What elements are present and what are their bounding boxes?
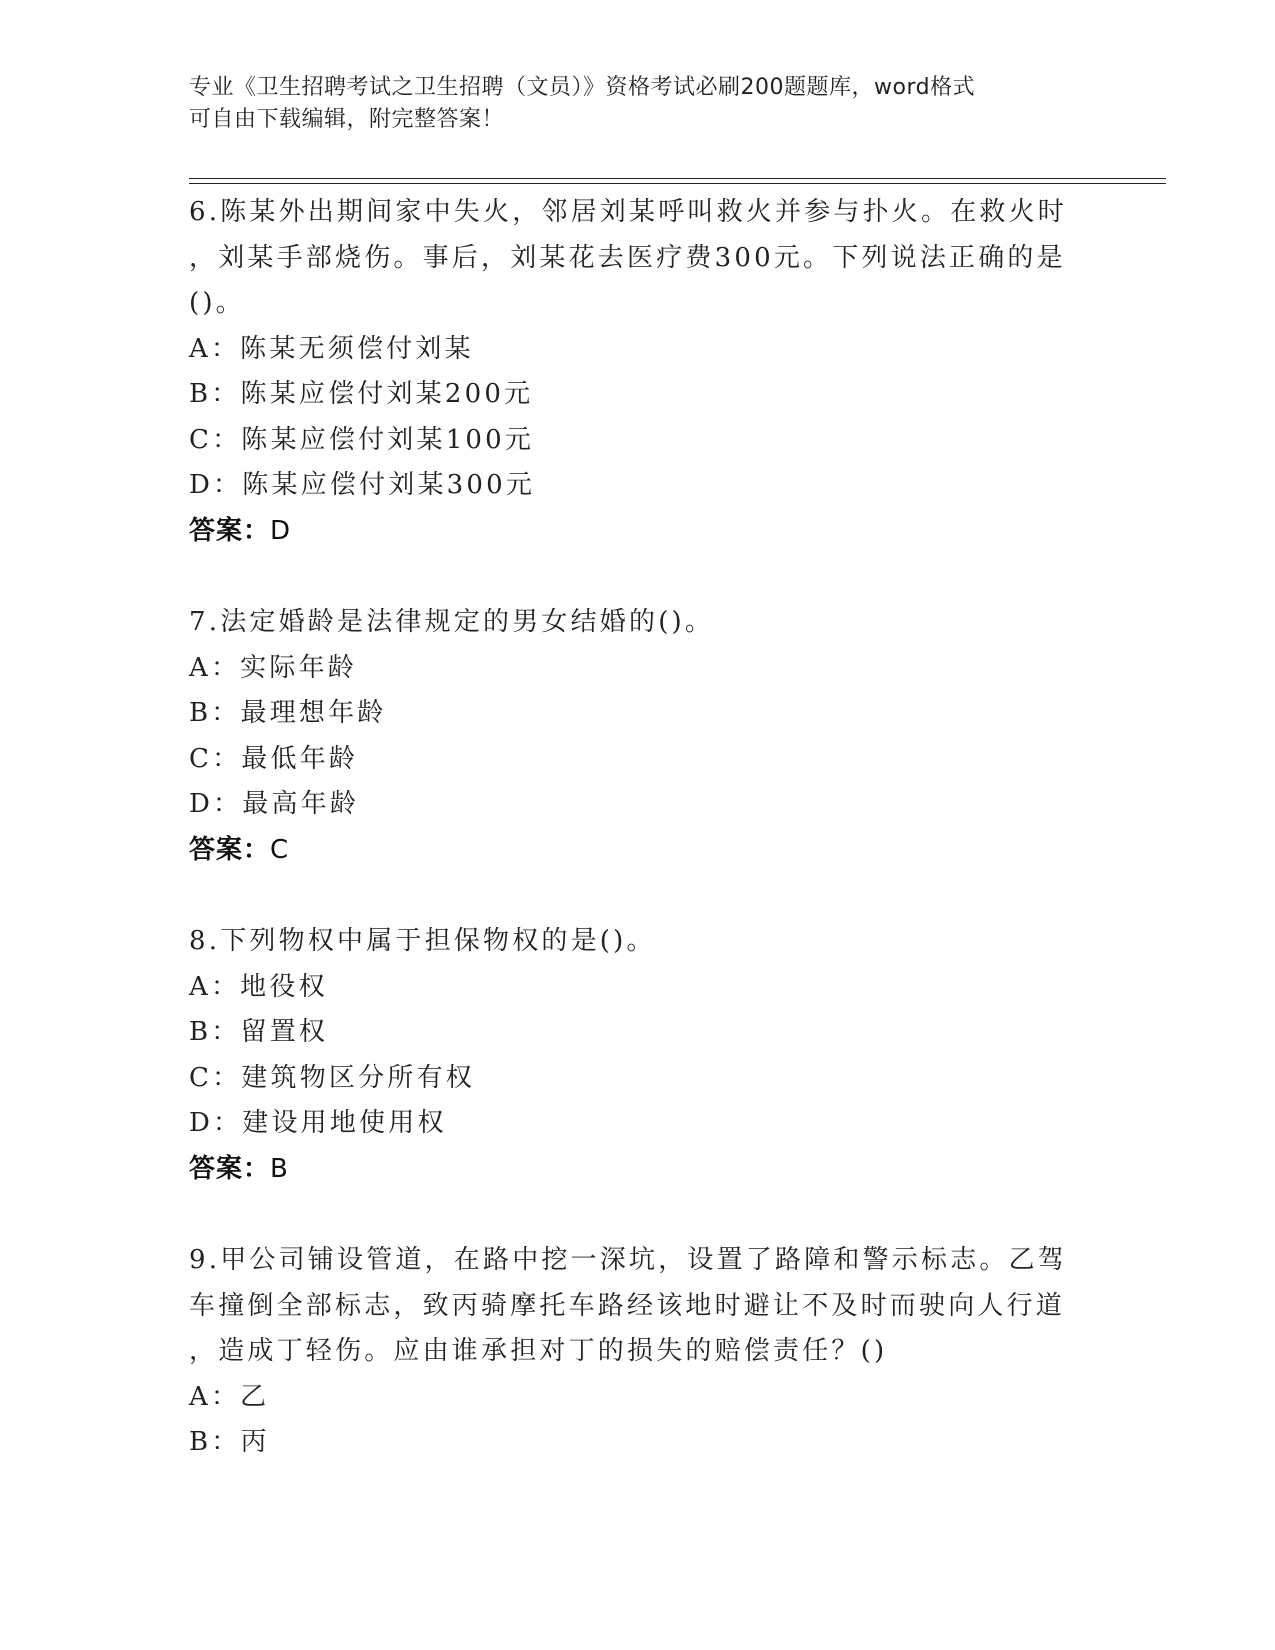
document-header <box>189 72 1089 136</box>
answer-label: 答案： <box>189 1153 271 1184</box>
answer-label: 答案： <box>189 515 271 546</box>
answer-value: C <box>270 834 290 865</box>
answer-line <box>189 1147 1089 1193</box>
question-list <box>189 190 1089 1466</box>
option-d: D：最高年龄 <box>189 789 360 819</box>
question-stem-line: 6.陈某外出期间家中失火，邻居刘某呼叫救火并参与扑火。在救火时 <box>189 197 1068 227</box>
question-9 <box>189 1238 1089 1466</box>
question-stem-line: ，造成丁轻伤。应由谁承担对丁的损失的赔偿责任？() <box>189 1336 888 1366</box>
answer-value: B <box>270 1153 289 1184</box>
header-divider-top <box>189 178 1166 179</box>
question-spacer <box>189 554 1089 600</box>
option-a: A：地役权 <box>189 971 328 1002</box>
answer-line <box>189 509 1089 555</box>
option-b: B：丙 <box>189 1427 270 1457</box>
header-line-2: 可自由下载编辑，附完整答案！ <box>189 107 505 132</box>
option-b: B：最理想年龄 <box>189 698 387 728</box>
option-c: C：最低年龄 <box>189 743 359 774</box>
question-spacer <box>189 1192 1089 1238</box>
answer-value: D <box>270 515 292 546</box>
option-d: D：建设用地使用权 <box>189 1108 447 1138</box>
answer-line <box>189 828 1089 874</box>
question-stem-line: ，刘某手部烧伤。事后，刘某花去医疗费300元。下列说法正确的是 <box>189 242 1066 273</box>
question-stem-line: ()。 <box>189 288 245 318</box>
question-stem-line: 车撞倒全部标志，致丙骑摩托车路经该地时避让不及时而驶向人行道 <box>189 1290 1066 1321</box>
option-a: A：陈某无须偿付刘某 <box>189 333 474 364</box>
option-c: C：陈某应偿付刘某100元 <box>189 424 535 455</box>
question-stem-line: 8.下列物权中属于担保物权的是()。 <box>189 926 656 956</box>
question-8 <box>189 919 1089 1192</box>
header-divider-bottom <box>189 183 1166 184</box>
question-6 <box>189 190 1089 554</box>
option-b: B：陈某应偿付刘某200元 <box>189 379 534 409</box>
question-7 <box>189 600 1089 873</box>
question-stem-line: 9.甲公司铺设管道，在路中挖一深坑，设置了路障和警示标志。乙驾 <box>189 1245 1068 1275</box>
option-c: C：建筑物区分所有权 <box>189 1062 475 1093</box>
option-b: B：留置权 <box>189 1017 329 1047</box>
option-d: D：陈某应偿付刘某300元 <box>189 470 536 500</box>
answer-label: 答案： <box>189 834 271 865</box>
question-spacer <box>189 873 1089 919</box>
header-line-1: 专业《卫生招聘考试之卫生招聘（文员）》资格考试必刷200题题库，word格式 <box>189 75 976 100</box>
option-a: A：乙 <box>189 1381 270 1412</box>
option-a: A：实际年龄 <box>189 652 357 683</box>
question-stem-line: 7.法定婚龄是法律规定的男女结婚的()。 <box>189 607 715 637</box>
